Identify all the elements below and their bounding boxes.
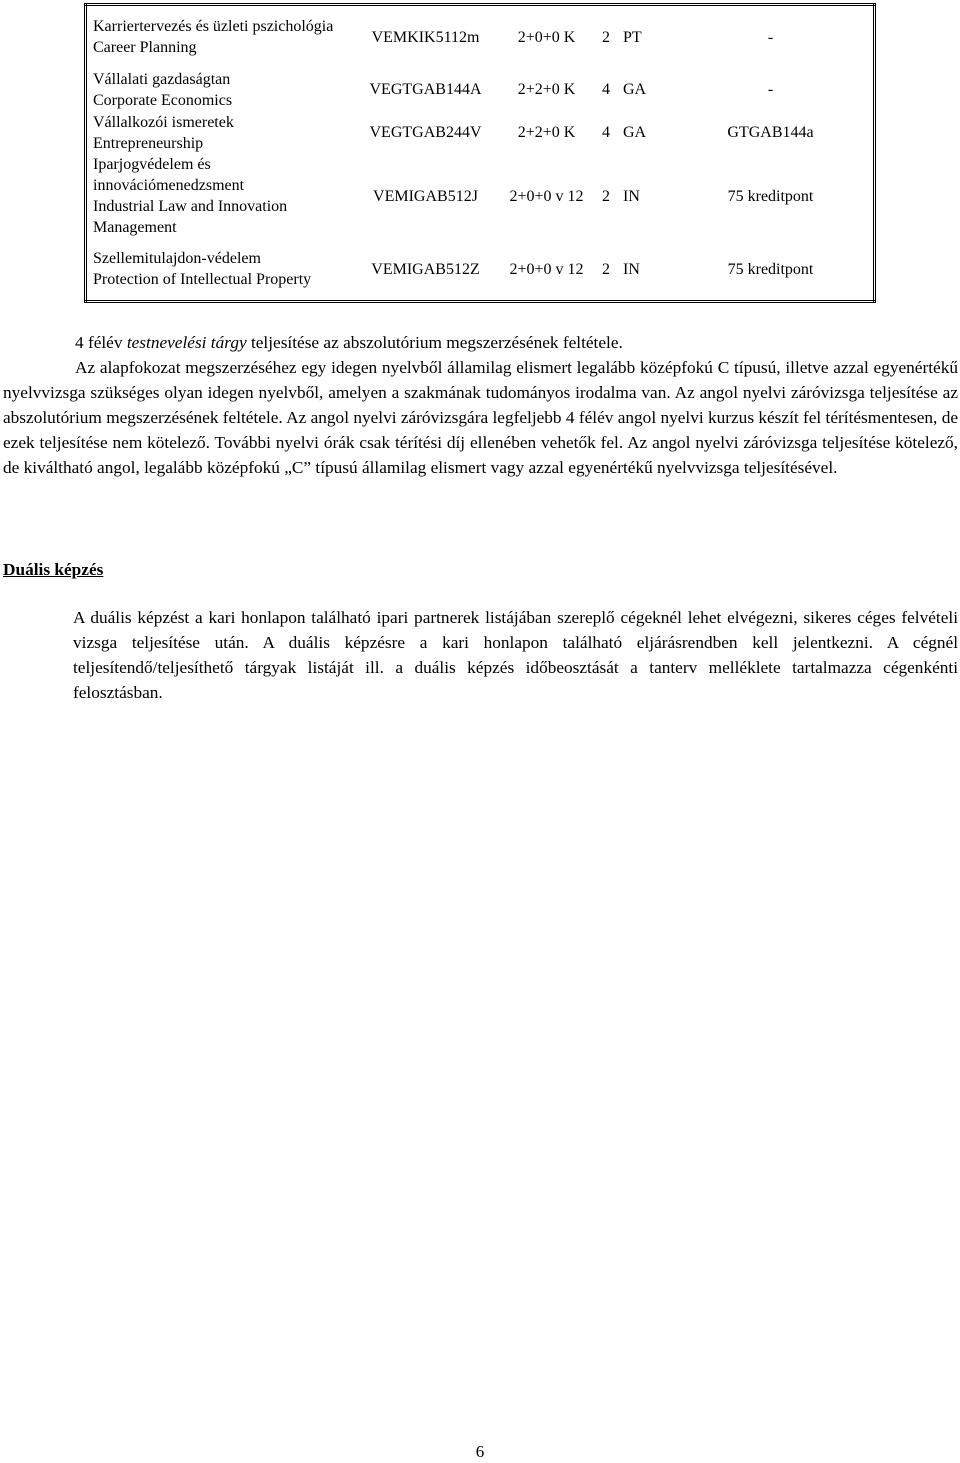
course-credits: 2 <box>602 187 610 205</box>
table-row <box>86 154 875 239</box>
pe-note-italic: testnevelési tárgy <box>126 333 247 352</box>
table-row <box>86 239 875 302</box>
course-code: VEMIGAB512J <box>373 187 478 205</box>
course-name-cell <box>86 68 348 111</box>
course-credits: 2 <box>602 28 610 46</box>
course-prereq: - <box>767 81 774 99</box>
course-hours: 2+0+0 v 12 <box>509 187 584 205</box>
course-name-cell <box>86 239 348 302</box>
course-credits: 4 <box>602 81 610 99</box>
pe-note-suffix: teljesítése az abszolutórium megszerzésének feltétele. <box>246 333 623 352</box>
course-type: IN <box>623 260 640 278</box>
course-type: GA <box>623 124 647 142</box>
course-type: IN <box>623 187 640 205</box>
course-code: VEGTGAB244V <box>369 124 482 142</box>
course-hours: 2+2+0 K <box>517 81 576 99</box>
course-prereq: 75 kreditpont <box>727 260 814 278</box>
course-code: VEMKIK5112m <box>371 28 480 46</box>
course-prereq: 75 kreditpont <box>727 187 814 205</box>
course-hours: 2+2+0 K <box>517 124 576 142</box>
course-name-hu: Vállalati gazdaságtan <box>93 70 231 88</box>
course-name-en: Entrepreneurship <box>93 134 204 152</box>
course-type: PT <box>623 28 642 46</box>
course-prereq: - <box>767 28 774 46</box>
course-name-en: Career Planning <box>93 39 197 57</box>
course-name-cell <box>86 5 348 69</box>
language-requirement-paragraph: Az alapfokozat megszerzéséhez egy idegen nyelvből államilag elismert legalább középfokú C típusú, illetve azzal egyenértékű nyelvvizsga szükséges olyan idegen nyelvből, amelyen a szakmának tudományos irodalma van. Az angol nyelvi záróvizsga teljesítése az abszolutórium megszerzésének feltétele. Az angol nyelvi záróvizsgára legfeljebb 4 félév angol nyelvi kurzus készít fel térítésmentesen, de ezek teljesítése nem kötelező. További nyelvi órák csak térítési díj ellenében vehetők fel. Az angol nyelvi záróvizsga teljesítése kötelező, de kiváltható angol, legalább középfokú „C” típusú államilag elismert vagy azzal egyenértékű nyelvvizsga teljesítésével. <box>3 358 958 477</box>
course-name-cell <box>86 154 348 239</box>
table-row <box>86 68 875 111</box>
course-name-en: Corporate Economics <box>93 91 233 109</box>
table-row <box>86 5 875 69</box>
table-row <box>86 112 875 154</box>
course-prereq: GTGAB144a <box>727 124 814 142</box>
dual-training-heading: Duális képzés <box>3 560 104 579</box>
course-type: GA <box>623 81 647 99</box>
course-name-en: Protection of Intellectual Property <box>93 271 312 289</box>
course-name-hu: Vállalkozói ismeretek <box>93 113 234 131</box>
course-credits: 4 <box>602 124 610 142</box>
page-number: 6 <box>475 1442 485 1461</box>
pe-note-prefix: 4 félév <box>75 333 127 352</box>
course-table <box>84 3 876 303</box>
course-hours: 2+0+0 v 12 <box>509 260 584 278</box>
pe-requirement-note <box>75 330 955 355</box>
course-name-en: Industrial Law and Innovation Management <box>93 198 288 237</box>
dual-training-paragraph: A duális képzést a kari honlapon található ipari partnerek listájában szereplő cégeknél lehet elvégezni, sikeres céges felvételi vizsga teljesítése után. A duális képzésre a kari honlapon található eljárásrendben kell jelentkezni. A cégnél teljesítendő/teljesíthető tárgyak listáját ill. a duális képzés időbeosztását a tanterv melléklete tartalmazza cégenkénti felosztásban. <box>73 608 958 702</box>
course-credits: 2 <box>602 260 610 278</box>
course-code: VEMIGAB512Z <box>371 260 480 278</box>
course-name-hu: Karriertervezés és üzleti pszichológia <box>93 18 334 36</box>
course-name-hu: Iparjogvédelem és innovációmenedzsment <box>93 156 245 195</box>
course-name-hu: Szellemitulajdon-védelem <box>93 250 261 268</box>
course-name-cell <box>86 112 348 154</box>
course-hours: 2+0+0 K <box>517 28 576 46</box>
course-code: VEGTGAB144A <box>369 81 482 99</box>
